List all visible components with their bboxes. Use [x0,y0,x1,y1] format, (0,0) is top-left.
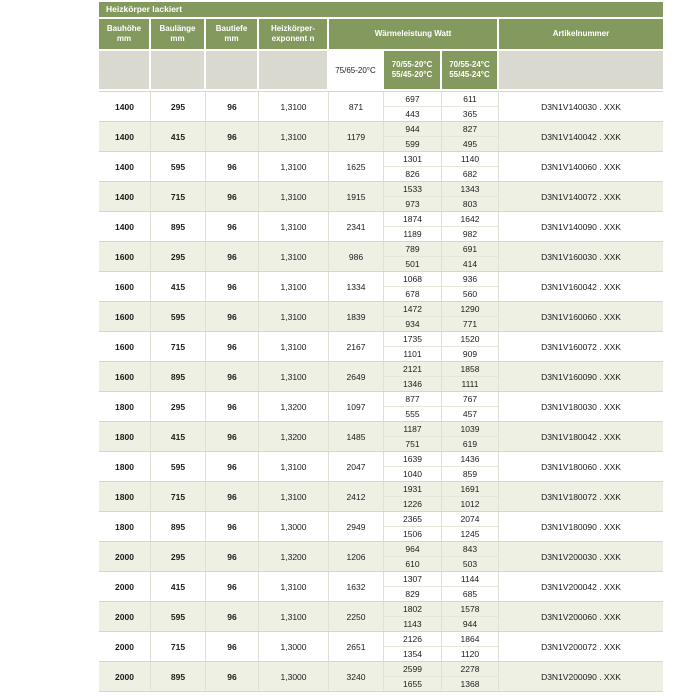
header-temp-70-55-20-line1: 70/55-20°C [391,59,433,69]
watt-value-low: 1506 [384,526,441,541]
header-temp-70-55-24-line2: 55/45-24°C [449,70,490,79]
table-row [99,92,663,122]
cell-bauhoehe: 1600 [99,272,151,301]
header-temp-75-65: 75/65-20°C [329,51,384,89]
cell-watt-70-55-24 [442,302,499,331]
cell-watt-70-55-24 [442,482,499,511]
watt-value-high: 1639 [403,454,422,464]
watt-value-low: 685 [442,586,498,601]
watt-value-low: 457 [442,406,498,421]
watt-value-low: 414 [442,256,498,271]
header-baulaenge-line1: Baulänge [159,23,196,33]
watt-value-high: 1187 [403,424,422,434]
watt-value-high: 1301 [403,154,422,164]
watt-value-high: 2126 [403,634,422,644]
header-exponent-line2: exponent n [271,34,315,43]
cell-bauhoehe: 1400 [99,182,151,211]
cell-exponent: 1,3000 [259,512,329,541]
cell-watt-70-55-20 [384,272,442,301]
header-artikelnummer-label: Artikelnummer [552,28,610,38]
cell-watt-75-65: 2341 [329,212,384,241]
cell-bauhoehe: 2000 [99,662,151,691]
header-waermeleistung-label: Wärmeleistung Watt [374,28,452,38]
cell-baulaenge: 415 [151,422,206,451]
watt-value-high: 1039 [460,424,480,434]
cell-bautiefe: 96 [206,92,259,121]
cell-watt-75-65: 1334 [329,272,384,301]
watt-value-low: 1111 [442,376,498,391]
cell-watt-70-55-20 [384,302,442,331]
cell-watt-75-65: 2167 [329,332,384,361]
watt-value-high: 944 [405,124,420,134]
cell-bautiefe: 96 [206,122,259,151]
cell-bauhoehe: 1400 [99,212,151,241]
cell-artikelnummer: D3N1V140042 . XXK [541,131,621,142]
watt-value-low: 771 [442,316,498,331]
watt-value-low: 1120 [442,646,498,661]
watt-value-low: 1245 [442,526,498,541]
cell-baulaenge: 295 [151,92,206,121]
table-row [99,332,663,362]
watt-value-low: 682 [442,166,498,181]
cell-watt-70-55-20 [384,122,442,151]
watt-value-high: 767 [462,394,478,404]
watt-value-high: 1735 [403,334,422,344]
table-row [99,212,663,242]
table-row [99,182,663,212]
table-row [99,392,663,422]
cell-watt-70-55-20 [384,482,442,511]
cell-exponent: 1,3100 [259,452,329,481]
watt-value-low: 1040 [384,466,441,481]
header-temp-70-55-20-line2: 55/45-20°C [391,70,433,79]
header-temp-70-55-24 [442,51,499,89]
cell-baulaenge: 595 [151,602,206,631]
watt-value-low: 678 [384,286,441,301]
cell-artikelnummer: D3N1V180090 . XXK [541,521,621,532]
header-bautiefe-line1: Bautiefe [215,23,248,33]
cell-bautiefe: 96 [206,542,259,571]
watt-value-low: 1346 [384,376,441,391]
watt-value-high: 1802 [403,604,422,614]
cell-watt-70-55-24 [442,152,499,181]
table-row [99,662,663,692]
cell-exponent: 1,3100 [259,152,329,181]
table-row [99,572,663,602]
cell-artikelnummer: D3N1V160072 . XXK [541,341,621,352]
cell-bautiefe: 96 [206,482,259,511]
header-temp-70-55-24-line1: 70/55-24°C [449,59,490,69]
header-waermeleistung [329,19,499,49]
table-row [99,512,663,542]
watt-value-low: 934 [384,316,441,331]
table-row [99,302,663,332]
cell-baulaenge: 715 [151,632,206,661]
table-row [99,122,663,152]
header-row-main [99,19,663,49]
cell-watt-70-55-20 [384,632,442,661]
cell-baulaenge: 295 [151,542,206,571]
watt-value-high: 1864 [460,634,480,644]
watt-value-high: 1520 [460,334,480,344]
cell-bautiefe: 96 [206,362,259,391]
cell-baulaenge: 715 [151,482,206,511]
watt-value-low: 1101 [384,346,441,361]
header-exponent [259,19,329,49]
watt-value-high: 2278 [460,664,480,674]
watt-value-high: 1343 [460,184,480,194]
cell-bautiefe: 96 [206,242,259,271]
cell-bautiefe: 96 [206,572,259,601]
cell-watt-70-55-24 [442,602,499,631]
cell-artikelnummer: D3N1V180042 . XXK [541,431,621,442]
cell-artikelnummer: D3N1V200090 . XXK [541,671,621,682]
cell-watt-70-55-24 [442,182,499,211]
cell-bauhoehe: 1800 [99,422,151,451]
cell-exponent: 1,3100 [259,92,329,121]
cell-watt-75-65: 1632 [329,572,384,601]
header-artikelnummer [499,19,663,49]
header-spacer-bautiefe [206,51,259,89]
cell-baulaenge: 595 [151,302,206,331]
cell-watt-70-55-20 [384,512,442,541]
watt-value-low: 909 [442,346,498,361]
table-row [99,452,663,482]
watt-value-high: 611 [463,94,477,104]
cell-artikelnummer: D3N1V160030 . XXK [541,251,621,262]
watt-value-high: 827 [462,124,478,134]
header-baulaenge-line2: mm [170,34,185,43]
cell-watt-75-65: 2250 [329,602,384,631]
watt-value-low: 803 [442,196,498,211]
watt-value-high: 2074 [460,514,480,524]
table-row [99,362,663,392]
watt-value-low: 619 [442,436,498,451]
cell-exponent: 1,3100 [259,212,329,241]
cell-watt-70-55-20 [384,392,442,421]
cell-watt-75-65: 3240 [329,662,384,691]
watt-value-low: 1189 [384,226,441,241]
watt-value-low: 826 [384,166,441,181]
cell-bautiefe: 96 [206,632,259,661]
cell-bauhoehe: 2000 [99,602,151,631]
watt-value-high: 789 [405,244,420,254]
cell-exponent: 1,3200 [259,392,329,421]
cell-exponent: 1,3100 [259,602,329,631]
cell-bauhoehe: 1400 [99,122,151,151]
cell-watt-70-55-24 [442,92,499,121]
cell-exponent: 1,3100 [259,362,329,391]
cell-bautiefe: 96 [206,392,259,421]
cell-bauhoehe: 1600 [99,362,151,391]
cell-watt-70-55-20 [384,92,442,121]
cell-baulaenge: 595 [151,452,206,481]
cell-watt-70-55-20 [384,572,442,601]
cell-baulaenge: 595 [151,152,206,181]
cell-watt-75-65: 2047 [329,452,384,481]
table-row [99,152,663,182]
header-bautiefe [206,19,259,49]
cell-bauhoehe: 1800 [99,392,151,421]
cell-artikelnummer: D3N1V180030 . XXK [541,401,621,412]
cell-baulaenge: 295 [151,242,206,271]
cell-bauhoehe: 2000 [99,572,151,601]
cell-bautiefe: 96 [206,302,259,331]
cell-baulaenge: 295 [151,392,206,421]
watt-value-low: 501 [384,256,441,271]
cell-watt-70-55-20 [384,542,442,571]
cell-artikelnummer: D3N1V140072 . XXK [541,191,621,202]
watt-value-low: 1354 [384,646,441,661]
cell-bauhoehe: 2000 [99,632,151,661]
watt-value-high: 1307 [403,574,422,584]
cell-bauhoehe: 1600 [99,332,151,361]
cell-bauhoehe: 1800 [99,482,151,511]
cell-baulaenge: 895 [151,662,206,691]
header-spacer-bauhoehe [99,51,151,89]
cell-watt-70-55-20 [384,182,442,211]
cell-exponent: 1,3100 [259,572,329,601]
table-row [99,422,663,452]
cell-watt-70-55-20 [384,362,442,391]
cell-bautiefe: 96 [206,182,259,211]
cell-baulaenge: 415 [151,572,206,601]
cell-bautiefe: 96 [206,212,259,241]
cell-watt-70-55-24 [442,272,499,301]
radiator-spec-table [99,2,663,692]
watt-value-high: 1642 [460,214,480,224]
watt-value-high: 2599 [403,664,422,674]
cell-bauhoehe: 1600 [99,242,151,271]
cell-bautiefe: 96 [206,662,259,691]
cell-exponent: 1,3100 [259,332,329,361]
header-spacer-artikelnummer [499,51,663,89]
watt-value-high: 877 [405,394,420,404]
watt-value-high: 843 [462,544,478,554]
cell-exponent: 1,3000 [259,632,329,661]
watt-value-low: 1368 [442,676,498,691]
cell-bautiefe: 96 [206,452,259,481]
cell-exponent: 1,3100 [259,272,329,301]
watt-value-low: 751 [384,436,441,451]
table-body [99,91,663,692]
watt-value-low: 610 [384,556,441,571]
cell-watt-75-65: 1097 [329,392,384,421]
cell-artikelnummer: D3N1V160090 . XXK [541,371,621,382]
header-temp-70-55-20 [384,51,442,89]
watt-value-high: 1931 [403,484,422,494]
table-row [99,482,663,512]
watt-value-high: 1068 [403,274,422,284]
cell-bauhoehe: 1800 [99,452,151,481]
cell-watt-70-55-24 [442,332,499,361]
watt-value-low: 829 [384,586,441,601]
cell-baulaenge: 715 [151,332,206,361]
cell-artikelnummer: D3N1V140090 . XXK [541,221,621,232]
cell-exponent: 1,3100 [259,122,329,151]
table-row [99,542,663,572]
cell-watt-70-55-24 [442,362,499,391]
cell-exponent: 1,3000 [259,662,329,691]
watt-value-low: 555 [384,406,441,421]
watt-value-low: 495 [442,136,498,151]
cell-watt-70-55-24 [442,542,499,571]
cell-watt-70-55-24 [442,572,499,601]
cell-watt-75-65: 1206 [329,542,384,571]
cell-artikelnummer: D3N1V160042 . XXK [541,281,621,292]
watt-value-low: 973 [384,196,441,211]
cell-bauhoehe: 1800 [99,512,151,541]
watt-value-high: 1144 [460,574,480,584]
watt-value-low: 599 [384,136,441,151]
header-spacer-baulaenge [151,51,206,89]
watt-value-low: 1226 [384,496,441,511]
cell-baulaenge: 415 [151,122,206,151]
cell-baulaenge: 415 [151,272,206,301]
cell-watt-75-65: 1485 [329,422,384,451]
header-exponent-line1: Heizkörper- [270,23,315,33]
watt-value-low: 982 [442,226,498,241]
cell-exponent: 1,3100 [259,182,329,211]
watt-value-high: 1140 [460,154,480,164]
cell-bauhoehe: 1400 [99,152,151,181]
header-spacer-exponent [259,51,329,89]
cell-artikelnummer: D3N1V140030 . XXK [541,101,621,112]
watt-value-high: 691 [462,244,478,254]
header-baulaenge [151,19,206,49]
watt-value-high: 697 [405,94,420,104]
cell-baulaenge: 895 [151,362,206,391]
cell-watt-75-65: 2649 [329,362,384,391]
cell-bauhoehe: 1400 [99,92,151,121]
watt-value-high: 1472 [403,304,422,314]
cell-exponent: 1,3200 [259,542,329,571]
cell-artikelnummer: D3N1V180060 . XXK [541,461,621,472]
cell-bautiefe: 96 [206,152,259,181]
cell-watt-70-55-24 [442,392,499,421]
cell-watt-70-55-24 [442,122,499,151]
cell-watt-70-55-20 [384,422,442,451]
cell-bautiefe: 96 [206,422,259,451]
header-bauhoehe [99,19,151,49]
cell-baulaenge: 895 [151,512,206,541]
watt-value-low: 1655 [384,676,441,691]
watt-value-low: 560 [442,286,498,301]
watt-value-high: 1578 [460,604,480,614]
cell-exponent: 1,3100 [259,482,329,511]
cell-watt-75-65: 1179 [329,122,384,151]
cell-watt-70-55-24 [442,632,499,661]
cell-watt-75-65: 1625 [329,152,384,181]
watt-value-high: 2121 [403,364,422,374]
watt-value-high: 1533 [403,184,422,194]
cell-watt-75-65: 871 [329,92,384,121]
table-title: Heizkörper lackiert [99,2,663,17]
watt-value-low: 944 [442,616,498,631]
cell-watt-75-65: 1839 [329,302,384,331]
cell-watt-70-55-20 [384,212,442,241]
cell-artikelnummer: D3N1V160060 . XXK [541,311,621,322]
cell-watt-70-55-24 [442,422,499,451]
watt-value-high: 1858 [460,364,480,374]
cell-artikelnummer: D3N1V200042 . XXK [541,581,621,592]
watt-value-low: 1143 [384,616,441,631]
cell-baulaenge: 895 [151,212,206,241]
watt-value-low: 365 [442,106,498,121]
cell-watt-70-55-20 [384,662,442,691]
cell-watt-75-65: 2412 [329,482,384,511]
cell-bautiefe: 96 [206,512,259,541]
cell-artikelnummer: D3N1V200060 . XXK [541,611,621,622]
cell-watt-75-65: 986 [329,242,384,271]
cell-artikelnummer: D3N1V180072 . XXK [541,491,621,502]
header-bauhoehe-line2: mm [116,34,132,43]
cell-bautiefe: 96 [206,602,259,631]
header-bauhoehe-line1: Bauhöhe [106,23,142,33]
table-row [99,272,663,302]
cell-watt-75-65: 2949 [329,512,384,541]
watt-value-high: 1290 [460,304,480,314]
header-row-sub [99,51,663,89]
cell-exponent: 1,3200 [259,422,329,451]
watt-value-high: 1436 [460,454,480,464]
table-row [99,632,663,662]
watt-value-high: 964 [405,544,420,554]
cell-watt-70-55-20 [384,152,442,181]
cell-bauhoehe: 2000 [99,542,151,571]
cell-watt-70-55-24 [442,452,499,481]
cell-watt-70-55-20 [384,242,442,271]
cell-watt-75-65: 1915 [329,182,384,211]
watt-value-high: 936 [462,274,478,284]
cell-exponent: 1,3100 [259,242,329,271]
cell-watt-70-55-20 [384,332,442,361]
cell-artikelnummer: D3N1V140060 . XXK [541,161,621,172]
table-row [99,602,663,632]
watt-value-low: 859 [442,466,498,481]
cell-bautiefe: 96 [206,272,259,301]
cell-exponent: 1,3100 [259,302,329,331]
table-row [99,242,663,272]
cell-watt-70-55-24 [442,512,499,541]
cell-bauhoehe: 1600 [99,302,151,331]
watt-value-low: 1012 [442,496,498,511]
watt-value-low: 443 [384,106,441,121]
cell-watt-70-55-24 [442,212,499,241]
cell-watt-70-55-24 [442,662,499,691]
watt-value-high: 1874 [403,214,422,224]
watt-value-high: 1691 [460,484,480,494]
cell-artikelnummer: D3N1V200072 . XXK [541,641,621,652]
cell-watt-70-55-20 [384,452,442,481]
cell-bautiefe: 96 [206,332,259,361]
header-bautiefe-line2: mm [224,34,239,43]
watt-value-low: 503 [442,556,498,571]
cell-artikelnummer: D3N1V200030 . XXK [541,551,621,562]
watt-value-high: 2365 [403,514,422,524]
cell-watt-70-55-20 [384,602,442,631]
cell-watt-70-55-24 [442,242,499,271]
cell-watt-75-65: 2651 [329,632,384,661]
cell-baulaenge: 715 [151,182,206,211]
